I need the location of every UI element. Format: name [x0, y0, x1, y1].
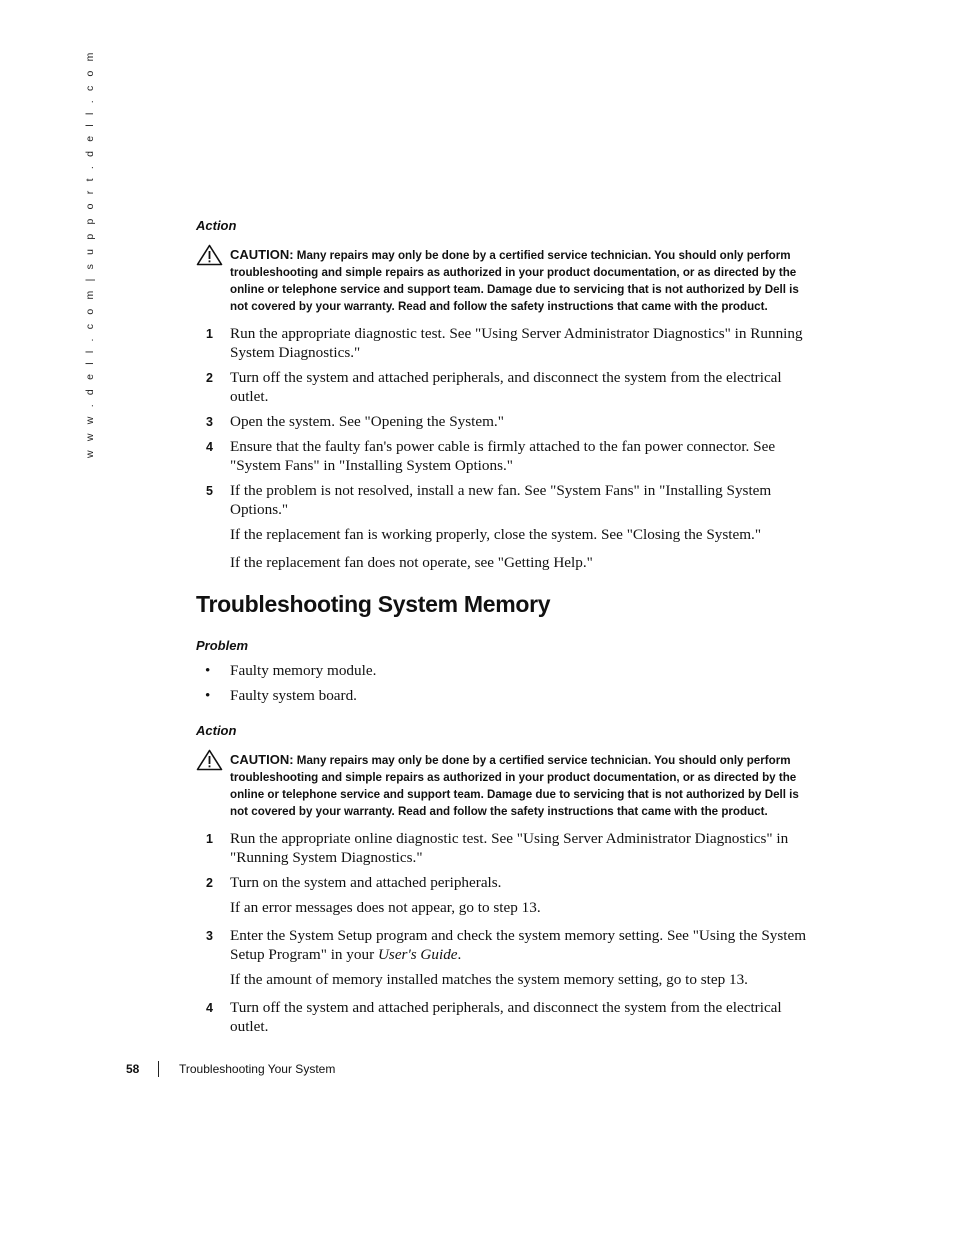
caution-text: Many repairs may only be done by a certified service technician. You should only perform troubleshooting and simple repairs as authorized in your product documentation, or as directed by the online or telephone service and support team. Damage due to servicing that is not authorized by Dell is not covered by your warranty. Read and follow the safety instructions that came with the product. — [230, 754, 799, 818]
step-list — [196, 998, 816, 1036]
step-note: If the replacement fan does not operate, see "Getting Help." — [230, 554, 593, 571]
list-item — [196, 829, 816, 867]
footer-divider — [158, 1061, 159, 1077]
bullet-icon: • — [205, 687, 211, 704]
step-number: 1 — [206, 832, 213, 846]
step-text: Run the appropriate online diagnostic test. See "Using Server Administrator Diagnostics" in "Running System Diagnostics." — [230, 830, 789, 866]
step-text: Run the appropriate diagnostic test. See "Using Server Administrator Diagnostics" in Running System Diagnostics." — [230, 325, 803, 361]
list-item — [196, 437, 816, 475]
page-number: 58 — [126, 1062, 140, 1076]
list-item — [196, 324, 816, 362]
action-label: Action — [196, 723, 237, 738]
action-label: Action — [196, 218, 237, 233]
list-item — [196, 686, 816, 705]
step-number: 2 — [206, 876, 213, 890]
problem-text: Faulty system board. — [230, 687, 357, 704]
step-number: 1 — [206, 327, 213, 341]
guide-title: User's Guide — [377, 946, 458, 963]
caution-text: Many repairs may only be done by a certified service technician. You should only perform troubleshooting and simple repairs as authorized in your product documentation, or as directed by the online or telephone service and support team. Damage due to servicing that is not authorized by Dell is not covered by your warranty. Read and follow the safety instructions that came with the product. — [230, 249, 799, 313]
section-title: Troubleshooting System Memory — [196, 591, 551, 617]
warning-triangle-icon — [196, 244, 223, 266]
step-text: Turn off the system and attached peripherals, and disconnect the system from the electrical outlet. — [230, 369, 782, 405]
list-item — [196, 481, 816, 519]
warning-triangle-icon — [196, 749, 223, 771]
problem-text: Faulty memory module. — [230, 662, 377, 679]
caution-note — [196, 751, 816, 820]
caution-heading: CAUTION: — [230, 752, 294, 767]
step-list — [196, 829, 816, 892]
problem-label: Problem — [196, 638, 249, 653]
problem-list — [196, 661, 816, 705]
step-text: Enter the System Setup program and check the system memory setting. See "Using the System Setup Program" in your — [230, 927, 807, 963]
step-text: If the problem is not resolved, install a new fan. See "System Fans" in "Installing System Options." — [230, 482, 772, 518]
list-item — [196, 873, 816, 892]
step-list — [196, 926, 816, 964]
step-number: 5 — [206, 484, 213, 498]
step-text: Ensure that the faulty fan's power cable is firmly attached to the fan power connector. See "System Fans" in "Installing System Options." — [230, 438, 776, 474]
step-text-end: . — [457, 946, 462, 963]
step-note: If the replacement fan is working properly, close the system. See "Closing the System." — [230, 526, 762, 543]
list-item — [196, 926, 816, 964]
page-content — [196, 218, 816, 1036]
step-number: 4 — [206, 1001, 213, 1015]
step-number: 2 — [206, 371, 213, 385]
step-number: 4 — [206, 440, 213, 454]
list-item — [196, 368, 816, 406]
step-text: Turn on the system and attached peripherals. — [230, 874, 502, 891]
step-text: Turn off the system and attached peripherals, and disconnect the system from the electrical outlet. — [230, 999, 782, 1035]
sidebar-url: w w w . d e l l . c o m | s u p p o r t . d e l l . c o m — [84, 49, 96, 458]
footer-title: Troubleshooting Your System — [179, 1062, 336, 1076]
list-item — [196, 661, 816, 680]
step-list — [196, 324, 816, 519]
step-number: 3 — [206, 929, 213, 943]
step-number: 3 — [206, 415, 213, 429]
caution-note — [196, 246, 816, 315]
step-text: Open the system. See "Opening the System." — [230, 413, 504, 430]
bullet-icon: • — [205, 662, 211, 679]
list-item — [196, 412, 816, 431]
caution-heading: CAUTION: — [230, 247, 294, 262]
list-item — [196, 998, 816, 1036]
step-note: If the amount of memory installed matches the system memory setting, go to step 13. — [230, 971, 748, 988]
step-note: If an error messages does not appear, go to step 13. — [230, 899, 541, 916]
